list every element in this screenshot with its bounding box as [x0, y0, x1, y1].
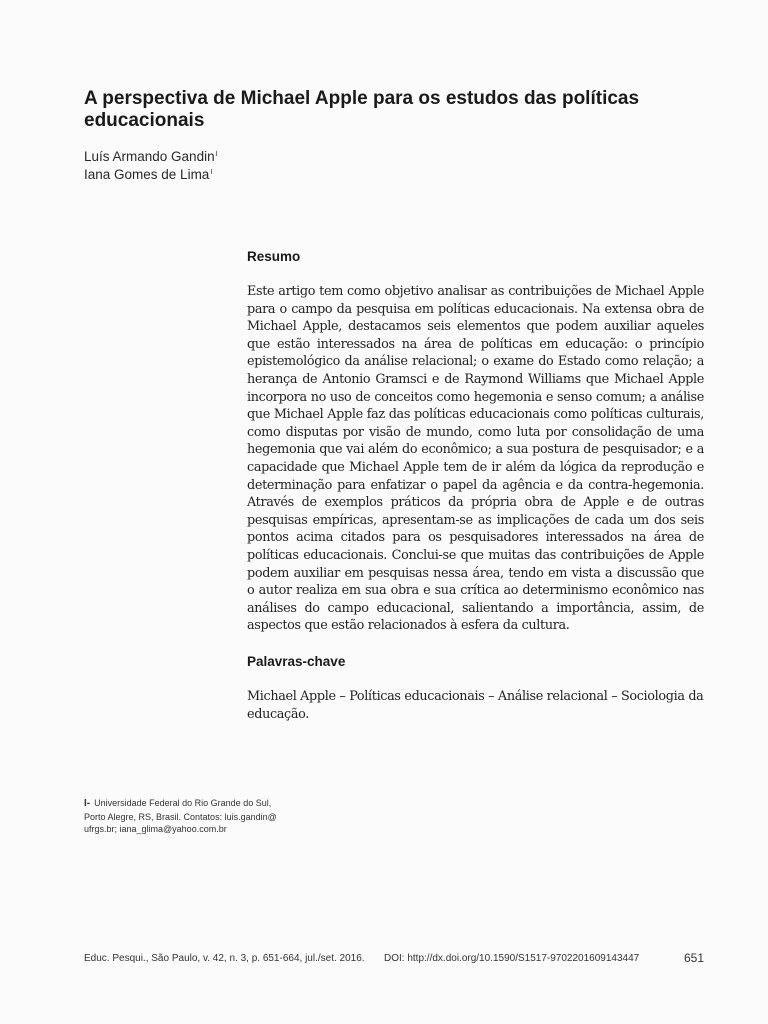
author-name: Luís Armando Gandin: [84, 149, 215, 164]
journal-citation: Educ. Pesqui., São Paulo, v. 42, n. 3, p. 651-664, jul./set. 2016.: [84, 953, 365, 964]
footnote-marker: I-: [84, 798, 91, 809]
article-title: A perspectiva de Michael Apple para os estudos das políticas educacionais: [84, 88, 640, 131]
affiliation-footnote: [84, 797, 284, 836]
page-number: 651: [684, 951, 705, 965]
keywords-heading: Palavras-chave: [247, 654, 346, 669]
author-item: [84, 166, 218, 184]
doi-link[interactable]: DOI: http://dx.doi.org/10.1590/S1517-9702201609143447: [384, 953, 640, 964]
affiliation-mark: I: [210, 169, 213, 176]
keywords-text: Michael Apple – Políticas educacionais – Análise relacional – Sociologia da educação.: [247, 689, 704, 722]
author-name: Iana Gomes de Lima: [84, 167, 210, 182]
author-item: [84, 148, 218, 166]
footnote-text: Universidade Federal do Rio Grande do Sul, Porto Alegre, RS, Brasil. Contatos: luis.gandin@ ufrgs.br; iana_glima@yahoo.com.br: [84, 798, 277, 834]
abstract-heading: Resumo: [247, 249, 301, 264]
affiliation-mark: I: [215, 151, 218, 158]
abstract-text: Este artigo tem como objetivo analisar as contribuições de Michael Apple para o campo da pesquisa em políticas educacionais. Na extensa obra de Michael Apple, destacamos seis elementos que podem auxiliar aqueles que estão interessados na área de políticas em educação: o princípio epistemológico da análise relacional; o exame do Estado como relação; a herança de Antonio Gramsci e de Raymond Williams que Michael Apple incorpora no uso de conceitos como hegemonia e senso comum; a análise que Michael Apple faz das políticas educacionais como políticas culturais, como disputas por visão de mundo, como luta por consolidação de uma hegemonia que vai além do econômico; a sua postura de pesquisador; e a capacidade que Michael Apple tem de ir além da lógica da reprodução e determinação para enfatizar o papel da agência e da contra-hegemonia. Através de exemplos práticos da própria obra de Apple e de outras pesquisas empíricas, apresentam-se as implicações de cada um dos seis pontos acima citados para os pesquisadores interessados na área de políticas educacionais. Conclui-se que muitas das contribuições de Apple podem auxiliar em pesquisas nessa área, tendo em vista a discussão que o autor realiza em sua obra e sua crítica ao determinismo econômico nas análises do campo educacional, salientando a importância, assim, de aspectos que estão relacionados à esfera da cultura.: [247, 284, 704, 634]
author-list: [84, 148, 218, 184]
